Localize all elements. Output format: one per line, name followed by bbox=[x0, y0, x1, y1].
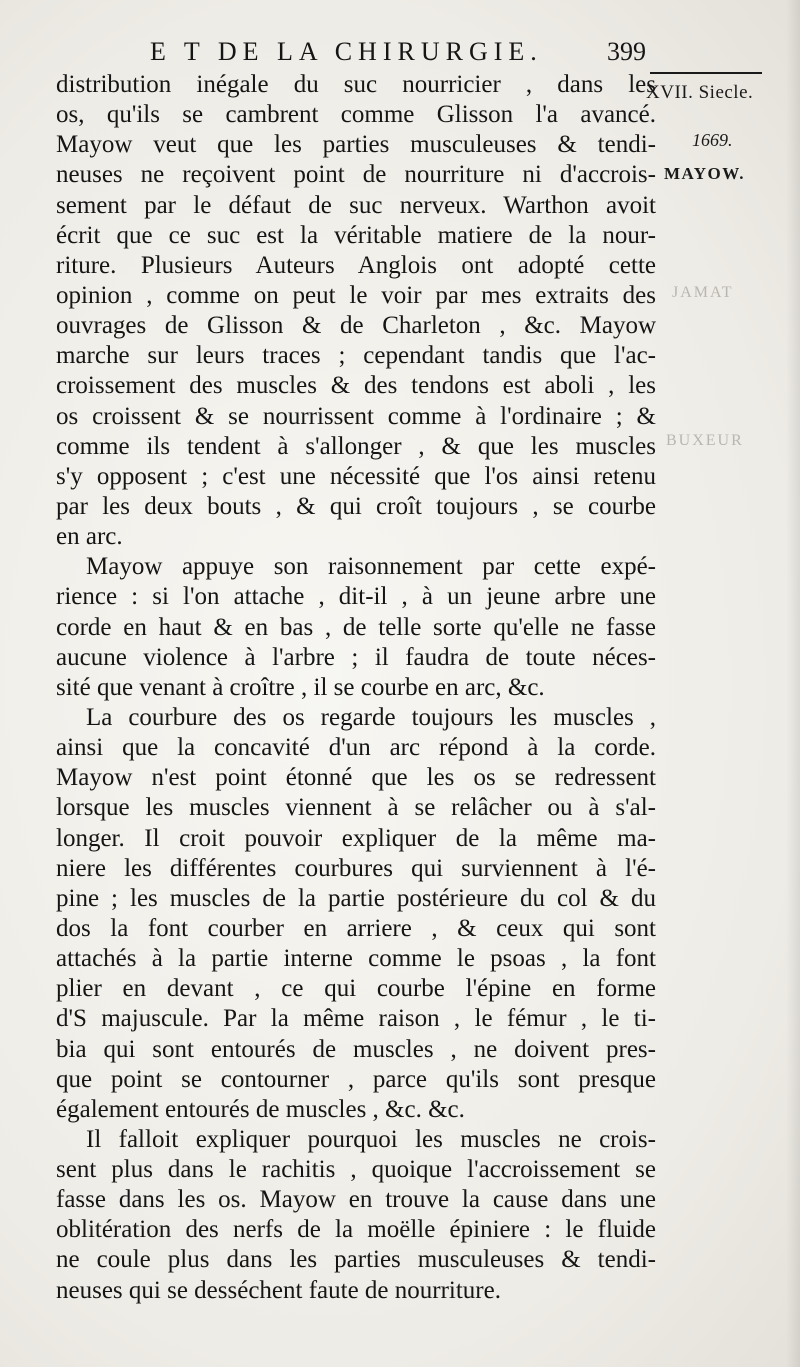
text-line: fasse dans les os. Mayow en trouve la cause dans une bbox=[56, 1186, 656, 1214]
text-line: distribution inégale du suc nourricier , dans les bbox=[56, 71, 656, 98]
page-number: 399 bbox=[607, 37, 646, 66]
running-head: E T DE LA CHIRURGIE. bbox=[150, 37, 543, 66]
text-line: riture. Plusieurs Auteurs Anglois ont adopté cette bbox=[56, 251, 656, 279]
text-line: attachés à la partie interne comme le psoas , la font bbox=[56, 945, 656, 973]
text-line: corde en haut & en bas , de telle sorte qu'elle ne fasse bbox=[56, 613, 656, 641]
bleed-through-text: JAMAT bbox=[672, 284, 734, 301]
text-line: d'S majuscule. Par la même raison , le fémur , le ti- bbox=[56, 1005, 656, 1033]
text-line: sité que venant à croître , il se courbe en arc, &c. bbox=[56, 673, 545, 701]
text-line: oblitération des nerfs de la moëlle épiniere : le fluide bbox=[56, 1216, 656, 1244]
text-line: Mayow appuye son raisonnement par cette expé- bbox=[86, 553, 656, 581]
text-line: os, qu'ils se cambrent comme Glisson l'a avancé. bbox=[56, 101, 656, 129]
page-header bbox=[150, 38, 650, 66]
text-line: par les deux bouts , & qui croît toujours , se courbe bbox=[56, 492, 656, 520]
text-line: bia qui sont entourés de muscles , ne doivent pres- bbox=[56, 1035, 656, 1063]
text-line: marche sur leurs traces ; cependant tandis que l'ac- bbox=[56, 342, 656, 370]
text-line: que point se contourner , parce qu'ils sont presque bbox=[56, 1065, 656, 1093]
text-line: neuses qui se desséchent faute de nourriture. bbox=[56, 1276, 501, 1304]
text-line: niere les différentes courbures qui surviennent à l'é- bbox=[56, 854, 656, 882]
text-line: croissement des muscles & des tendons est aboli , les bbox=[56, 372, 656, 400]
text-line: Mayow veut que les parties musculeuses & tendi- bbox=[56, 131, 656, 159]
margin-note-year: 1669. bbox=[692, 130, 733, 150]
text-line: également entourés de muscles , &c. &c. bbox=[56, 1095, 465, 1123]
text-line: rience : si l'on attache , dit-il , à un jeune arbre une bbox=[56, 583, 656, 611]
body-text bbox=[56, 70, 656, 1306]
text-line: os croissent & se nourrissent comme à l'ordinaire ; & bbox=[56, 402, 656, 430]
margin-note-century: XVII. Siecle. bbox=[646, 82, 754, 103]
text-line: comme ils tendent à s'allonger , & que les muscles bbox=[56, 432, 656, 460]
bleed-through-text: BUXEUR bbox=[666, 432, 744, 449]
text-line: longer. Il croit pouvoir expliquer de la même ma- bbox=[56, 824, 656, 852]
text-line: lorsque les muscles viennent à se relâcher ou à s'al- bbox=[56, 794, 656, 822]
text-line: écrit que ce suc est la véritable matiere de la nour- bbox=[56, 221, 656, 249]
text-line: ouvrages de Glisson & de Charleton , &c. Mayow bbox=[56, 312, 656, 340]
text-line: neuses ne reçoivent point de nourriture ni d'accrois- bbox=[56, 161, 656, 189]
text-line: Il falloit expliquer pourquoi les muscles ne crois- bbox=[86, 1125, 656, 1153]
text-line: ainsi que la concavité d'un arc répond à la corde. bbox=[56, 734, 656, 762]
page-edge-shadow bbox=[786, 0, 800, 1367]
text-line: opinion , comme on peut le voir par mes extraits des bbox=[56, 281, 656, 309]
margin-note-author: MAYOW. bbox=[664, 164, 745, 183]
text-line: en arc. bbox=[56, 523, 123, 551]
text-line: La courbure des os regarde toujours les muscles , bbox=[86, 703, 656, 731]
text-line: pine ; les muscles de la partie postérieure du col & du bbox=[56, 884, 656, 912]
text-line: dos la font courber en arriere , & ceux qui sont bbox=[56, 914, 656, 942]
text-line: plier en devant , ce qui courbe l'épine en forme bbox=[56, 975, 656, 1003]
text-line: ne coule plus dans les parties musculeuses & tendi- bbox=[56, 1246, 656, 1274]
text-line: Mayow n'est point étonné que les os se redressent bbox=[56, 764, 656, 792]
text-line: sent plus dans le rachitis , quoique l'accroissement se bbox=[56, 1156, 656, 1184]
text-line: aucune violence à l'arbre ; il faudra de toute néces- bbox=[56, 643, 656, 671]
text-line: s'y opposent ; c'est une nécessité que l'os ainsi retenu bbox=[56, 462, 656, 490]
margin-rule bbox=[650, 72, 762, 74]
text-line: sement par le défaut de suc nerveux. Warthon avoit bbox=[56, 191, 656, 219]
